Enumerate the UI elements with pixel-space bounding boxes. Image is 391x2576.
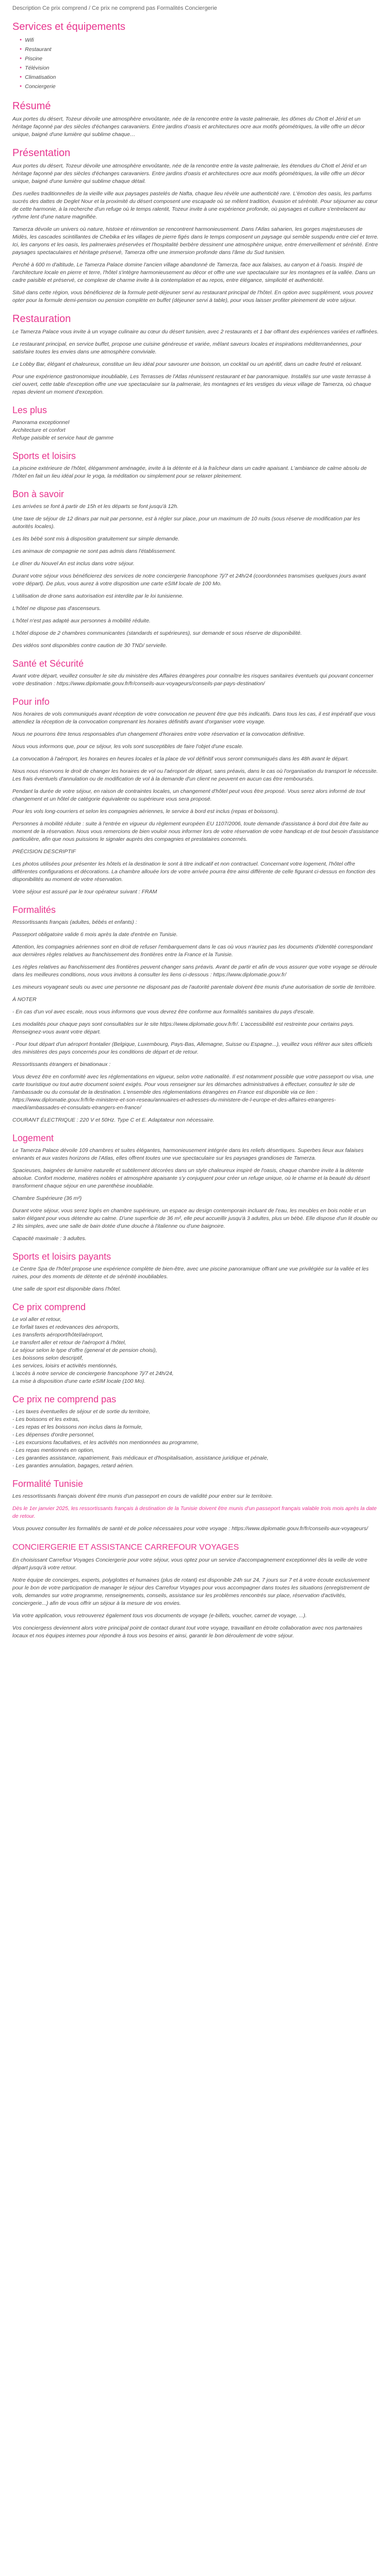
section-resume: [12, 100, 379, 139]
presentation-paragraph: Des ruelles traditionnelles de la vieille ville aux paysages pastelés de Nafta, chaque lieu révèle une authenticité rare. L'émotion des oasis, les parfums sucrés des dattes de Deglet Nour et la proximité du désert composent une escapade où se mêlent tradition, évasion et sérénité. Pour séjourner au cœur de cette harmonie, à la recherche d'un refuge où le temps ralentit, Tozeur invite à une expérience profonde, où paysages et culture s'entrelacent au rythme lent d'une nature magnifiée.: [12, 191, 378, 220]
bon-a-savoir-paragraph: L'utilisation de drone sans autorisation est interdite par le loi tunisienne.: [12, 593, 184, 599]
formalite-tunisie-paragraph: Les ressortissants français doivent être munis d'un passeport en cours de validité pour entrer sur le territoire.: [12, 1493, 273, 1499]
resume-title: Résumé: [12, 100, 51, 112]
service-item: ● Wifi: [20, 36, 379, 45]
restauration-paragraph: Le Tamerza Palace vous invite à un voyage culinaire au cœur du désert tunisien, avec 2 restaurants et 1 bar offrant des expériences variées et raffinées.: [12, 329, 379, 335]
service-item: ● Télévision: [20, 64, 379, 73]
restauration-title: Restauration: [12, 313, 71, 325]
formalites-paragraph: Les règles relatives au franchissement des frontières peuvent changer sans préavis. Avant de partir et afin de vous assurer que votre voyage se déroule dans les meilleures conditions, nous vous invitons à consulter les liens ci-dessous : https://www.diplomatie.gouv.fr/: [12, 964, 377, 978]
pour-info-paragraph: Nos horaires de vols communiqués avant réception de votre convocation ne peuvent être que très indicatifs. Dans tous les cas, il est impératif que vous attendiez la réception de la convocation comprenant les horaires définitifs avant d'organiser votre voyage.: [12, 711, 376, 725]
services-title: Services et équipements: [12, 21, 126, 32]
pour-info-paragraph: La convocation à l'aéroport, les horaires en heures locales et la place de vol définitif vous seront communiqués dans les 48h avant le départ.: [12, 756, 349, 762]
presentation-paragraph: Situé dans cette région, vous bénéficierez de la formule petit-déjeuner servi au restaurant principal de l'hôtel. En option avec supplément, vous pouvez opter pour la formule demi-pension ou pension complète en buffet (déjeuner servi à table), pour vous laisser profiter pleinement de votre séjour.: [12, 290, 373, 303]
bon-a-savoir-paragraph: Les animaux de compagnie ne sont pas admis dans l'établissement.: [12, 548, 176, 554]
ce-prix-ne-comprend-pas-list: [12, 1408, 379, 1470]
pour-info-paragraph: Nous ne pourrons être tenus responsables d'un changement d'horaires entre votre réservation et la convocation définitive.: [12, 731, 305, 737]
presentation-title: Présentation: [12, 147, 71, 159]
bon-a-savoir-paragraph: Les lits bébé sont mis à disposition gratuitement sur simple demande.: [12, 536, 180, 542]
ce-prix-ne-comprend-pas-title: Ce prix ne comprend pas: [12, 1394, 117, 1404]
list-item: - Les dépenses d'ordre personnel,: [12, 1432, 95, 1438]
section-sante: [12, 658, 379, 688]
list-item: Refuge paisible et service haut de gamme: [12, 435, 114, 441]
formalites-paragraph: Ressortissants étrangers et binationaux :: [12, 1061, 111, 1067]
ce-prix-comprend-title: Ce prix comprend: [12, 1302, 86, 1312]
section-ce-prix-ne-comprend-pas: [12, 1394, 379, 1470]
formalites-paragraph: Ressortissants français (adultes, bébés et enfants) :: [12, 919, 137, 925]
list-item: Les boissons selon descriptif,: [12, 1355, 84, 1361]
pour-info-paragraph: Les photos utilisées pour présenter les hôtels et la destination le sont à titre indicatif et non contractuel. Concernant votre logement, l'hôtel offre différentes configurations et décorations. La chambre allouée lors de votre arrivée pourra être ainsi différente de celle figurant ci-dessus en fonction des disponibilités au moment de votre réservation.: [12, 861, 376, 883]
service-item: ● Restaurant: [20, 45, 379, 55]
breadcrumb: Description Ce prix comprend / Ce prix ne comprend pas Formalités Conciergerie: [12, 5, 217, 11]
section-restauration: [12, 313, 379, 396]
list-item: Le transfert aller et retour de l'aéroport à l'hôtel,: [12, 1340, 126, 1346]
list-item: Le forfait taxes et redevances des aéroports,: [12, 1324, 120, 1330]
restauration-paragraph: Le restaurant principal, en service buffet, propose une cuisine généreuse et variée, mêlant saveurs locales et inspirations méditerranéennes, pour satisfaire toutes les envies dans une atmosphère conviviale.: [12, 341, 362, 355]
bon-a-savoir-paragraph: L'hôtel dispose de 2 chambres communicantes (standards et supérieures), sur demande et sous réserve de disponibilité.: [12, 630, 302, 636]
list-item: - Les garanties annulation, bagages, retard aérien.: [12, 1463, 134, 1469]
conciergerie-paragraph: Notre équipe de concierges, experts, polyglottes et humaines (plus de rotant) est disponible 24h sur 24, 7 jours sur 7 et à votre écoute exclusivement pour le bon de votre participation de manager le séjour des Carrefour Voyages pour vous accompagner dans toutes les situations (enregistrement de vols, demandes sur votre programme, renseignements, conseils, assistance sur les problèmes rencontrés sur place, réservation d'activités, conciergerie...) afin de vous offrir un séjour à la mesure de vos envies.: [12, 1577, 370, 1606]
section-formalite-tunisie: [12, 1478, 379, 1533]
formalites-paragraph: - En cas d'un vol avec escale, nous vous informons que vous devrez être conforme aux formalités sanitaires du pays d'escale.: [12, 1009, 315, 1015]
bon-a-savoir-title: Bon à savoir: [12, 489, 64, 499]
list-item: La mise à disposition d'une carte eSIM locale (100 Mo).: [12, 1378, 146, 1384]
list-item: - Les repas et les boissons non inclus dans la formule,: [12, 1424, 143, 1430]
section-services: [12, 21, 379, 92]
logement-paragraph: Spacieuses, baignées de lumière naturelle et subtilement décorées dans un style chaleureux inspiré de l'oasis, chaque chambre invite à la détente absolue. Confort moderne, matières nobles et atmosphère apaisante s'y conjuguent pour créer un refuge unique, où le charme et la beauté du désert transforment chaque séjour en une parenthèse inoubliable.: [12, 1167, 370, 1189]
presentation-paragraph: Aux portes du désert, Tozeur dévoile une atmosphère envoûtante, née de la rencontre entre la vaste palmeraie, les étendues du Chott el Jérid et un héritage façonné par des siècles d'échanges caravaniers. Entre jardins d'oasis et architectures ocre aux motifs géométriques, la ville offre un décor unique, baigné d'une lumière qui sublime chaque détail.: [12, 163, 367, 184]
section-formalites: [12, 904, 379, 1124]
sports-title: Sports et loisirs: [12, 451, 76, 461]
conciergerie-title: CONCIERGERIE ET ASSISTANCE CARREFOUR VOYAGES: [12, 1543, 239, 1552]
bon-a-savoir-paragraph: L'hôtel ne dispose pas d'ascenseurs.: [12, 605, 101, 612]
service-item: ● Piscine: [20, 55, 379, 64]
sante-title: Santé et Sécurité: [12, 658, 84, 669]
conciergerie-paragraph: Via votre application, vous retrouverez également tous vos documents de voyage (e-billets, voucher, carnet de voyage, ...).: [12, 1613, 307, 1619]
bon-a-savoir-paragraph: Les arrivées se font à partir de 15h et les départs se font jusqu'à 12h.: [12, 503, 178, 510]
pour-info-paragraph: Pour les vols long-courriers et selon les compagnies aériennes, le service à bord est inclus (repas et boissons).: [12, 808, 279, 815]
sports-paragraph: La piscine extérieure de l'hôtel, élégamment aménagée, invite à la détente et à la fraîcheur dans un cadre apaisant. L'ambiance de calme absolu de l'hôtel en fait un lieu idéal pour le yoga, la méditation ou simplement pour se relaxer pleinement.: [12, 465, 367, 479]
pour-info-title: Pour info: [12, 697, 50, 707]
sports-payants-paragraph: Le Centre Spa de l'hôtel propose une expérience complète de bien-être, avec une piscine panoramique offrant une vue privilégiée sur la vallée et les ruines, pour des moments de détente et de sérénité inoubliables.: [12, 1266, 369, 1280]
sports-payants-paragraph: Une salle de sport est disponible dans l'hôtel.: [12, 1286, 121, 1292]
formalites-paragraph: Vous devez être en conformité avec les réglementations en vigueur, selon votre nationalité. Il est notamment possible que votre passeport ou visa, une carte touristique ou tout autre document soient exigés. Pour vous renseigner sur les démarches administratives à effectuer, consultez le site de l'ambassade ou du consulat de la destination. L'ensemble des réglementations étrangères en France est disponible via ce lien : https://www.diplomatie.gouv.fr/fr/le-ministere-et-son-reseau/annuaires-et-adresses-du-ministere-de-l-europe-et-des-affaires-etrangeres-maedi/ambassades-et-consulats-etrangers-en-france/: [12, 1074, 374, 1111]
pour-info-paragraph: Nous nous réservons le droit de changer les horaires de vol ou l'aéroport de départ, sans préavis, dans le cas où l'organisation du transport le nécessite. Les frais éventuels d'annulation ou de modification de vol à la demande d'un client ne peuvent en aucun cas être remboursés.: [12, 768, 378, 782]
list-item: - Les boissons et les extras,: [12, 1416, 80, 1422]
bon-a-savoir-paragraph: L'hôtel n'est pas adapté aux personnes à mobilité réduite.: [12, 618, 151, 624]
conciergerie-paragraph: Vos conciergess deviennent alors votre principal point de contact durant tout votre voyage, travaillant en étroite collaboration avec nos partenaires locaux et nos équipes internes pour répondre à tous vos besoins et ainsi, garantir le bon déroulement de votre séjour.: [12, 1625, 363, 1639]
services-list: [12, 36, 379, 92]
section-logement: [12, 1132, 379, 1243]
list-item: - Les repas mentionnés en option,: [12, 1447, 94, 1453]
bon-a-savoir-paragraph: Durant votre séjour vous bénéficierez des services de notre conciergerie francophone 7j/7 et 24h/24 (coordonnées transmises quelques jours avant votre départ). De plus, vous aurez à votre disposition une carte eSIM locale de 100 Mo.: [12, 573, 366, 587]
bon-a-savoir-paragraph: Une taxe de séjour de 12 dinars par nuit par personne, est à régler sur place, pour un maximum de 10 nuits (sous réserve de modification par les autorités locales).: [12, 516, 361, 530]
formalites-paragraph: - Pour tout départ d'un aéroport frontalier (Belgique, Luxembourg, Pays-Bas, Allemagne, Suisse ou Espagne...), veuillez vous référer aux sites officiels des ministères des pays concernés pour les conditions de départ et de retour.: [12, 1041, 372, 1055]
pour-info-paragraph: Votre séjour est assuré par le tour opérateur suivant : FRAM: [12, 889, 157, 895]
list-item: Le séjour selon le type d'offre (general et de pension choisi),: [12, 1347, 157, 1353]
pour-info-paragraph: Personnes à mobilité réduite : suite à l'entrée en vigueur du règlement européen EU 1107/2006, toute demande d'assistance à bord doit être faite au moment de la réservation. Nous vous remercions de bien vouloir nous informer lors de votre réservation de votre handicap et de tout besoin d'assistance particulière, afin que nous puissions le signaler auprès des compagnies et prestataires concernés.: [12, 821, 379, 842]
bon-a-savoir-paragraph: Le dîner du Nouvel An est inclus dans votre séjour.: [12, 561, 135, 567]
ce-prix-comprend-list: [12, 1316, 379, 1385]
sante-paragraph: Avant votre départ, veuillez consulter le site du ministère des Affaires étrangères pour connaître les risques sanitaires éventuels qui pouvant concerner votre destination : https://www.diplomatie.gouv.fr/fr/conseils-aux-voyageurs/conseils-par-pays-destination/: [12, 673, 373, 687]
section-les-plus: [12, 404, 379, 442]
formalites-paragraph: Les modalités pour chaque pays sont consultables sur le site https://www.diplomatie.gouv.fr/fr/. L'accessibilité est restreinte pour certains pays. Renseignez-vous avant votre départ.: [12, 1021, 354, 1035]
section-presentation: [12, 147, 379, 304]
formalites-paragraph: Passeport obligatoire valide 6 mois après la date d'entrée en Tunisie.: [12, 931, 178, 938]
list-item: L'accès à notre service de conciergerie francophone 7j/7 et 24h/24,: [12, 1370, 174, 1377]
formalites-paragraph: Attention, les compagnies aériennes sont en droit de refuser l'embarquement dans le cas où vous n'auriez pas les documents d'identité correspondant aux dernières règles relatives au franchissement des frontières entre la France et la Tunisie.: [12, 944, 373, 958]
list-item: Les services, loisirs et activités mentionnés,: [12, 1363, 118, 1369]
resume-text: Aux portes du désert, Tozeur dévoile une atmosphère envoûtante, née de la rencontre entre la vaste palmeraie, les dômes du Chott el Jérid et un héritage façonné par des siècles d'échanges caravaniers. Entre jardins d'oasis et architectures ocre aux motifs géométriques, la ville offre un décor unique, baigné d'une lumière qui sublime chaque…: [12, 116, 365, 138]
service-item: ● Conciergerie: [20, 82, 379, 92]
list-item: Panorama exceptionnel: [12, 419, 70, 426]
list-item: - Les taxes éventuelles de séjour et de sortie du territoire,: [12, 1409, 151, 1415]
logement-title: Logement: [12, 1133, 54, 1143]
formalite-tunisie-paragraph: Vous pouvez consulter les formalités de santé et de police nécessaires pour votre voyage : https://www.diplomatie.gouv.fr/fr/conseils-aux-voyageurs/: [12, 1526, 368, 1532]
service-item: ● Climatisation: [20, 73, 379, 82]
list-item: Les transferts aéroport/hôtel/aéroport,: [12, 1332, 104, 1338]
section-ce-prix-comprend: [12, 1301, 379, 1385]
section-sports: [12, 450, 379, 480]
pour-info-paragraph: Pendant la durée de votre séjour, en raison de contraintes locales, un changement d'hôtel peut vous être proposé. Vous serez alors informé de tout changement et un hôtel de catégorie équivalente ou supérieure vous sera proposé.: [12, 788, 365, 802]
formalites-paragraph: COURANT ÉLECTRIQUE : 220 V et 50Hz. Type C et E. Adaptateur non nécessaire.: [12, 1117, 215, 1123]
logement-paragraph: Durant votre séjour, vous serez logés en chambre supérieure, un espace au design contemporain incluant de l'eau, les meubles en bois noble et un salon élégant pour vous détendre au calme. D'une superficie de 36 m², elle peut accueillir jusqu'à 3 adultes, plus un bébé. Elle dispose d'un lit double ou 2 lits simples, avec une salle de bain dotée d'une douche à l'italienne ou d'une baignoire.: [12, 1208, 378, 1229]
logement-paragraph: Chambre Supérieure (36 m²): [12, 1195, 82, 1201]
logement-paragraph: Capacité maximale : 3 adultes.: [12, 1235, 87, 1242]
list-item: Le vol aller et retour,: [12, 1316, 62, 1323]
logement-paragraph: Le Tamerza Palace dévoile 109 chambres et suites élégantes, harmonieusement intégrée dans les reliefs désertiques. Superbes lieux aux falaises enivrants et aux vastes horizons de l'Atlas, elles offrent toutes une vue spectaculaire sur les paysages grandioses de Tamerza.: [12, 1147, 364, 1161]
formalite-tunisie-title: Formalité Tunisie: [12, 1479, 84, 1489]
pour-info-paragraph: PRÉCISION DESCRIPTIF: [12, 849, 76, 855]
formalites-title: Formalités: [12, 905, 56, 915]
sports-payants-title: Sports et loisirs payants: [12, 1251, 111, 1262]
section-sports-payants: [12, 1251, 379, 1293]
formalite-tunisie-paragraph: Dès le 1er janvier 2025, les ressortissants français à destination de la Tunisie doivent être munis d'un passeport français valable trois mois après la date de retour.: [12, 1505, 377, 1519]
les-plus-list: [12, 419, 379, 442]
restauration-paragraph: Pour une expérience gastronomique inoubliable, Les Terrasses de l'Atlas réunissent restaurant et bar panoramique. Installés sur une vaste terrasse à ciel ouvert, cette table d'exception offre une vue spectaculaire sur la palmeraie, les montagnes et les vestiges du vieux village de Tamerza, où chaque repas devient un moment d'exception.: [12, 374, 371, 395]
conciergerie-paragraph: En choisissant Carrefour Voyages Conciergerie pour votre séjour, vous optez pour un service d'accompagnement exceptionnel dès la veille de votre départ jusqu'à votre retour.: [12, 1557, 367, 1571]
formalites-paragraph: Les mineurs voyageant seuls ou avec une personne ne disposant pas de l'autorité parentale doivent être munis d'une autorisation de sortie de territoire.: [12, 984, 377, 990]
formalites-paragraph: À NOTER: [12, 996, 37, 1003]
les-plus-title: Les plus: [12, 405, 47, 415]
list-item: - Les excursions facultatives, et les activités non mentionnées au programme,: [12, 1439, 199, 1446]
bon-a-savoir-paragraph: Des vidéos sont disponibles contre caution de 30 TND/ servielle.: [12, 642, 167, 649]
section-bon-a-savoir: [12, 488, 379, 650]
list-item: - Les garanties assistance, rapatriement, frais médicaux et d'hospitalisation, assistance juridique et pénale,: [12, 1455, 269, 1461]
pour-info-paragraph: Nous vous informons que, pour ce séjour, les vols sont susceptibles de faire l'objet d'une escale.: [12, 743, 243, 750]
restauration-paragraph: Le Lobby Bar, élégant et chaleureux, constitue un lieu idéal pour savourer une boisson, un cocktail ou un apéritif, dans un cadre feutré et relaxant.: [12, 361, 363, 367]
list-item: Architecture et confort: [12, 427, 66, 433]
presentation-paragraph: Perché à 600 m d'altitude, Le Tamerza Palace domine l'ancien village abandonné de Tamerza, face aux falaises, au canyon et à l'oasis. Inspiré de l'architecture locale en pierre et terre, l'hôtel s'intègre harmonieusement au décor et offre une vue spectaculaire sur les montagnes et la vallée. Dans un cadre paisible et préservé, ce complexe de charme invite à la contemplation et au repos, entre élégance, simplicité et authenticité.: [12, 262, 376, 283]
section-conciergerie: [12, 1542, 379, 1640]
section-pour-info: [12, 696, 379, 896]
presentation-paragraph: Tamerza dévoile un univers où nature, histoire et réinvention se rencontrent harmonieusement. Dans l'Atlas saharien, les gorges majestueuses de Midès, les cascades scintillantes de Chebika et les villages de pierre figés dans le temps composent un paysage qui semble suspendu entre ciel et terre. Ici, les canyons et les oasis, les palmeraies préservées et l'hospitalité berbère dessinent une atmosphère unique, entre émerveillement et sérénité. Entre paysages spectaculaires et héritage préservé, Tamerza offre une immersion profonde dans l'âme du Sud tunisien.: [12, 226, 379, 256]
